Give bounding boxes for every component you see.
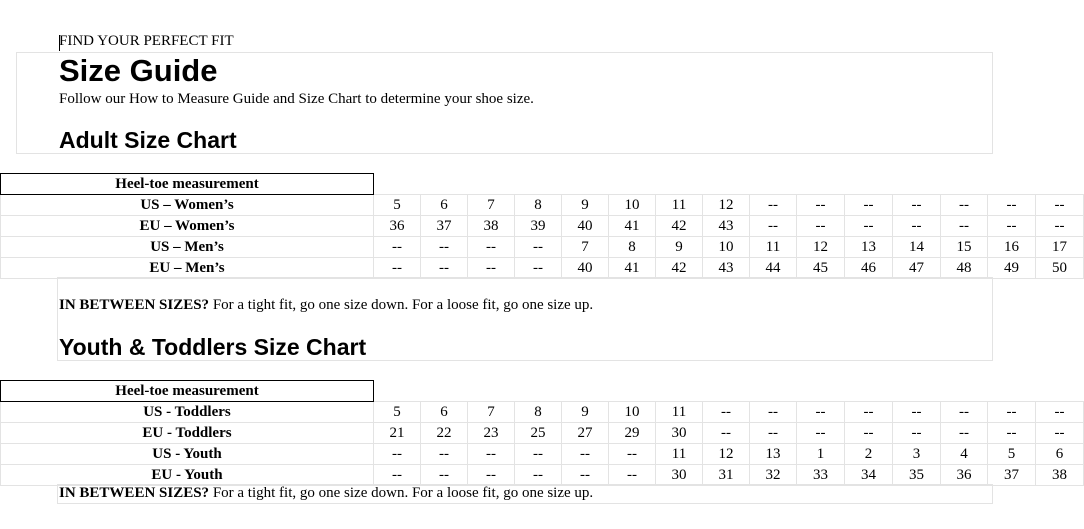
size-cell: 34 bbox=[845, 465, 893, 486]
size-cell: 13 bbox=[750, 444, 797, 465]
size-cell: 43 bbox=[703, 258, 750, 279]
size-cell: 30 bbox=[656, 465, 703, 486]
size-cell: -- bbox=[515, 465, 562, 486]
size-cell: -- bbox=[1036, 195, 1084, 216]
size-cell: -- bbox=[893, 423, 941, 444]
size-cell: 2 bbox=[845, 444, 893, 465]
size-cell: 42 bbox=[656, 216, 703, 237]
size-cell: -- bbox=[468, 258, 515, 279]
size-cell: 5 bbox=[374, 402, 421, 423]
size-cell: -- bbox=[468, 444, 515, 465]
size-cell: 30 bbox=[656, 423, 703, 444]
size-cell: 17 bbox=[1036, 237, 1084, 258]
size-cell: 36 bbox=[941, 465, 988, 486]
size-cell: 10 bbox=[609, 195, 656, 216]
size-cell: -- bbox=[845, 423, 893, 444]
size-cell: 37 bbox=[988, 465, 1036, 486]
size-cell: 6 bbox=[1036, 444, 1084, 465]
size-cell: -- bbox=[515, 258, 562, 279]
note-text: For a tight fit, go one size down. For a loose fit, go one size up. bbox=[209, 485, 594, 501]
adult-size-table bbox=[0, 173, 1084, 279]
size-cell: 8 bbox=[515, 195, 562, 216]
size-cell: -- bbox=[703, 423, 750, 444]
size-cell: 15 bbox=[941, 237, 988, 258]
note-text: For a tight fit, go one size down. For a loose fit, go one size up. bbox=[209, 297, 594, 313]
size-cell: -- bbox=[941, 195, 988, 216]
size-cell: 29 bbox=[609, 423, 656, 444]
size-cell: 44 bbox=[750, 258, 797, 279]
size-cell: 37 bbox=[421, 216, 468, 237]
size-cell: -- bbox=[515, 237, 562, 258]
row-label: EU - Toddlers bbox=[1, 423, 374, 444]
row-label: US – Men’s bbox=[1, 237, 374, 258]
size-cell: -- bbox=[374, 444, 421, 465]
size-cell: -- bbox=[421, 237, 468, 258]
size-cell: 12 bbox=[703, 195, 750, 216]
note-bold: IN BETWEEN SIZES? bbox=[59, 485, 210, 501]
size-cell: 14 bbox=[893, 237, 941, 258]
size-cell: 46 bbox=[845, 258, 893, 279]
table-row bbox=[1, 402, 1084, 423]
size-cell: -- bbox=[421, 444, 468, 465]
size-cell: 12 bbox=[797, 237, 845, 258]
size-cell: -- bbox=[988, 195, 1036, 216]
size-cell: 11 bbox=[656, 195, 703, 216]
size-cell: -- bbox=[988, 216, 1036, 237]
note-bold: IN BETWEEN SIZES? bbox=[59, 297, 210, 313]
size-cell: -- bbox=[374, 258, 421, 279]
size-cell: 6 bbox=[421, 402, 468, 423]
size-cell: -- bbox=[797, 423, 845, 444]
size-cell: -- bbox=[750, 423, 797, 444]
table-row bbox=[1, 423, 1084, 444]
size-cell: -- bbox=[374, 465, 421, 486]
size-cell: -- bbox=[797, 195, 845, 216]
size-cell: 45 bbox=[797, 258, 845, 279]
size-cell: 38 bbox=[1036, 465, 1084, 486]
adult-chart-heading: Adult Size Chart bbox=[59, 127, 237, 153]
table-header-row bbox=[1, 381, 1084, 402]
eyebrow-text: FIND YOUR PERFECT FIT bbox=[59, 33, 234, 49]
size-cell: 5 bbox=[374, 195, 421, 216]
size-cell: 11 bbox=[750, 237, 797, 258]
size-cell: -- bbox=[562, 465, 609, 486]
size-cell: -- bbox=[562, 444, 609, 465]
row-label: EU - Youth bbox=[1, 465, 374, 486]
size-cell: 10 bbox=[609, 402, 656, 423]
size-cell: 4 bbox=[941, 444, 988, 465]
size-cell: 12 bbox=[703, 444, 750, 465]
measure-label: Heel-toe measurement bbox=[1, 174, 374, 195]
intro-text: Follow our How to Measure Guide and Size Chart to determine your shoe size. bbox=[59, 91, 534, 107]
size-cell: 42 bbox=[656, 258, 703, 279]
size-cell: 39 bbox=[515, 216, 562, 237]
size-cell: 7 bbox=[468, 402, 515, 423]
size-cell: -- bbox=[845, 402, 893, 423]
size-cell: 1 bbox=[797, 444, 845, 465]
size-cell: 9 bbox=[562, 195, 609, 216]
size-cell: -- bbox=[988, 402, 1036, 423]
table-row bbox=[1, 465, 1084, 486]
size-cell: 27 bbox=[562, 423, 609, 444]
size-cell: -- bbox=[1036, 216, 1084, 237]
size-cell: 40 bbox=[562, 258, 609, 279]
size-cell: 5 bbox=[988, 444, 1036, 465]
size-cell: 22 bbox=[421, 423, 468, 444]
table-row bbox=[1, 195, 1084, 216]
size-cell: -- bbox=[941, 402, 988, 423]
size-cell: -- bbox=[1036, 423, 1084, 444]
size-cell: -- bbox=[468, 465, 515, 486]
size-cell: 33 bbox=[797, 465, 845, 486]
size-cell: 36 bbox=[374, 216, 421, 237]
size-cell: -- bbox=[988, 423, 1036, 444]
size-cell: 6 bbox=[421, 195, 468, 216]
size-cell: -- bbox=[750, 216, 797, 237]
size-cell: 7 bbox=[562, 237, 609, 258]
youth-chart-heading: Youth & Toddlers Size Chart bbox=[59, 334, 367, 360]
size-cell: 21 bbox=[374, 423, 421, 444]
size-cell: -- bbox=[374, 237, 421, 258]
table-row bbox=[1, 444, 1084, 465]
adult-size-note bbox=[59, 297, 593, 314]
row-label: EU – Men’s bbox=[1, 258, 374, 279]
row-label: EU – Women’s bbox=[1, 216, 374, 237]
size-cell: -- bbox=[893, 216, 941, 237]
size-cell: 9 bbox=[656, 237, 703, 258]
size-cell: -- bbox=[941, 216, 988, 237]
size-cell: 41 bbox=[609, 258, 656, 279]
size-cell: -- bbox=[797, 216, 845, 237]
size-cell: -- bbox=[421, 258, 468, 279]
size-cell: -- bbox=[750, 402, 797, 423]
size-cell: -- bbox=[845, 216, 893, 237]
table-row bbox=[1, 237, 1084, 258]
size-cell: -- bbox=[703, 402, 750, 423]
measure-label: Heel-toe measurement bbox=[1, 381, 374, 402]
size-cell: -- bbox=[941, 423, 988, 444]
size-cell: 23 bbox=[468, 423, 515, 444]
size-cell: 13 bbox=[845, 237, 893, 258]
size-cell: 50 bbox=[1036, 258, 1084, 279]
size-cell: 8 bbox=[515, 402, 562, 423]
size-cell: 11 bbox=[656, 402, 703, 423]
table-row bbox=[1, 258, 1084, 279]
size-cell: -- bbox=[421, 465, 468, 486]
youth-size-table bbox=[0, 380, 1084, 486]
size-cell: 35 bbox=[893, 465, 941, 486]
table-row bbox=[1, 216, 1084, 237]
size-cell: -- bbox=[893, 402, 941, 423]
row-label: US - Toddlers bbox=[1, 402, 374, 423]
size-cell: 25 bbox=[515, 423, 562, 444]
size-cell: -- bbox=[797, 402, 845, 423]
row-label: US – Women’s bbox=[1, 195, 374, 216]
size-cell: 31 bbox=[703, 465, 750, 486]
size-cell: 32 bbox=[750, 465, 797, 486]
size-cell: 10 bbox=[703, 237, 750, 258]
size-cell: -- bbox=[845, 195, 893, 216]
size-cell: -- bbox=[515, 444, 562, 465]
size-cell: 16 bbox=[988, 237, 1036, 258]
size-cell: 41 bbox=[609, 216, 656, 237]
size-cell: 8 bbox=[609, 237, 656, 258]
size-cell: 48 bbox=[941, 258, 988, 279]
size-cell: 40 bbox=[562, 216, 609, 237]
size-cell: -- bbox=[609, 444, 656, 465]
page-title: Size Guide bbox=[59, 53, 218, 88]
size-cell: -- bbox=[609, 465, 656, 486]
size-cell: 43 bbox=[703, 216, 750, 237]
youth-size-note bbox=[59, 485, 593, 502]
table-header-row bbox=[1, 174, 1084, 195]
size-cell: 49 bbox=[988, 258, 1036, 279]
size-cell: 11 bbox=[656, 444, 703, 465]
row-label: US - Youth bbox=[1, 444, 374, 465]
size-cell: 3 bbox=[893, 444, 941, 465]
size-cell: 9 bbox=[562, 402, 609, 423]
size-cell: -- bbox=[893, 195, 941, 216]
size-cell: 7 bbox=[468, 195, 515, 216]
size-cell: -- bbox=[1036, 402, 1084, 423]
size-cell: 47 bbox=[893, 258, 941, 279]
size-cell: -- bbox=[468, 237, 515, 258]
size-cell: 38 bbox=[468, 216, 515, 237]
size-cell: -- bbox=[750, 195, 797, 216]
